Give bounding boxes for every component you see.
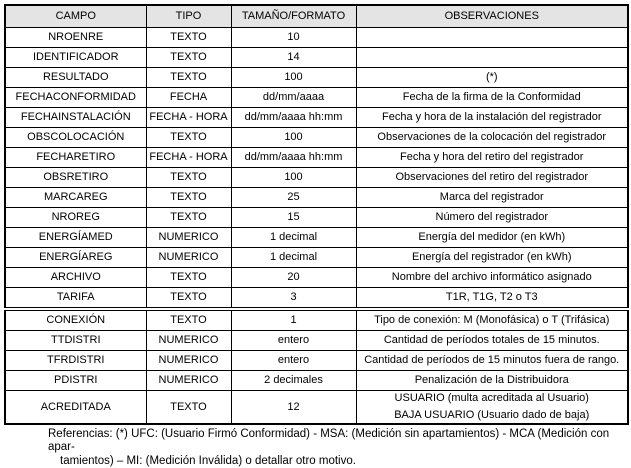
table-row: [5, 371, 628, 391]
observation-line: Fecha de la firma de la Conformidad: [402, 91, 581, 103]
observation-line: Energía del medidor (en kWh): [418, 231, 566, 243]
cell-campo: ARCHIVO: [5, 268, 146, 288]
observation-line: Fecha y hora del retiro del registrador: [400, 151, 584, 163]
cell-tipo: NUMERICO: [146, 351, 231, 371]
table-row: [5, 168, 628, 188]
cell-tipo: FECHA - HORA: [146, 108, 231, 128]
cell-campo: ENERGÍAMED: [5, 228, 146, 248]
cell-tipo: TEXTO: [146, 309, 231, 331]
cell-tipo: TEXTO: [146, 128, 231, 148]
cell-observaciones: [356, 148, 628, 168]
cell-tipo: TEXTO: [146, 268, 231, 288]
cell-tamano: 20: [231, 268, 356, 288]
cell-tipo: TEXTO: [146, 28, 231, 48]
cell-campo: TFRDISTRI: [5, 351, 146, 371]
table-row: [5, 351, 628, 371]
cell-campo: TARIFA: [5, 288, 146, 310]
cell-observaciones: [356, 351, 628, 371]
cell-tipo: NUMERICO: [146, 371, 231, 391]
cell-tipo: TEXTO: [146, 391, 231, 425]
table-row: [5, 228, 628, 248]
cell-tamano: 100: [231, 68, 356, 88]
cell-campo: NROENRE: [5, 28, 146, 48]
cell-tamano: 10: [231, 28, 356, 48]
cell-campo: TTDISTRI: [5, 331, 146, 351]
observation-line: T1R, T1G, T2 o T3: [445, 291, 538, 303]
cell-tamano: 100: [231, 168, 356, 188]
cell-observaciones: [356, 28, 628, 48]
cell-campo: FECHARETIRO: [5, 148, 146, 168]
cell-campo: NROREG: [5, 208, 146, 228]
table-row: [5, 108, 628, 128]
cell-tipo: TEXTO: [146, 48, 231, 68]
cell-observaciones: [356, 309, 628, 331]
cell-tamano: 100: [231, 128, 356, 148]
cell-observaciones: [356, 288, 628, 310]
cell-observaciones: [356, 188, 628, 208]
table-row: [5, 309, 628, 331]
header-row: [5, 5, 628, 28]
table-row: [5, 128, 628, 148]
cell-tipo: TEXTO: [146, 168, 231, 188]
cell-tipo: FECHA: [146, 88, 231, 108]
observation-line: USUARIO (multa acreditada al Usuario): [394, 392, 589, 404]
observation-line: Número del registrador: [435, 211, 548, 223]
table-row: [5, 148, 628, 168]
observation-line: Fecha y hora de la instalación del registrador: [381, 111, 602, 123]
references-note-line2: tamientos) – MI: (Medición Inválida) o detallar otro motivo.: [60, 455, 356, 467]
table-row: [5, 331, 628, 351]
cell-campo: IDENTIFICADOR: [5, 48, 146, 68]
cell-campo: MARCAREG: [5, 188, 146, 208]
cell-campo: RESULTADO: [5, 68, 146, 88]
references-note-line1: Referencias: (*) UFC: (Usuario Firmó Conformidad) - MSA: (Medición sin apartamientos) - MCA (Medición con apar-: [48, 428, 610, 453]
cell-campo: OBSRETIRO: [5, 168, 146, 188]
table-row: [5, 288, 628, 310]
cell-observaciones: [356, 208, 628, 228]
cell-tipo: TEXTO: [146, 288, 231, 310]
cell-observaciones: [356, 228, 628, 248]
cell-tamano: 12: [231, 391, 356, 425]
column-header-campo: CAMPO: [5, 5, 146, 28]
cell-tamano: 1 decimal: [231, 228, 356, 248]
cell-tamano: dd/mm/aaaa hh:mm: [231, 148, 356, 168]
observation-line: Marca del registrador: [439, 191, 544, 203]
field-spec-table: [4, 4, 629, 425]
cell-tipo: NUMERICO: [146, 331, 231, 351]
cell-tipo: NUMERICO: [146, 248, 231, 268]
table-body: [5, 28, 628, 425]
cell-observaciones: [356, 331, 628, 351]
cell-observaciones: [356, 268, 628, 288]
observation-line: (*): [485, 71, 498, 83]
observation-line: Observaciones del retiro del registrador: [395, 171, 589, 183]
cell-campo: ENERGÍAREG: [5, 248, 146, 268]
cell-tipo: TEXTO: [146, 68, 231, 88]
table-row: [5, 188, 628, 208]
table-header: [5, 5, 628, 28]
table-row: [5, 391, 628, 425]
observation-line: Tipo de conexión: M (Monofásica) o T (Trifásica): [374, 314, 610, 326]
cell-tamano: entero: [231, 351, 356, 371]
table-row: [5, 28, 628, 48]
observation-line: Cantidad de períodos totales de 15 minutos.: [383, 334, 600, 346]
observation-line: Cantidad de períodos de 15 minutos fuera de rango.: [364, 354, 620, 366]
cell-observaciones: [356, 248, 628, 268]
cell-tipo: TEXTO: [146, 208, 231, 228]
observation-line: Observaciones de la colocación del registrador: [377, 131, 607, 143]
cell-tipo: FECHA - HORA: [146, 148, 231, 168]
references-note: [48, 428, 613, 468]
observation-line: Penalización de la Distribuidora: [414, 374, 569, 386]
cell-observaciones: [356, 128, 628, 148]
cell-tamano: dd/mm/aaaa hh:mm: [231, 108, 356, 128]
cell-tamano: 1: [231, 309, 356, 331]
cell-campo: CONEXIÓN: [5, 309, 146, 331]
cell-campo: OBSCOLOCACIÓN: [5, 128, 146, 148]
cell-tipo: NUMERICO: [146, 228, 231, 248]
cell-campo: PDISTRI: [5, 371, 146, 391]
column-header-tipo: TIPO: [146, 5, 231, 28]
cell-tamano: 3: [231, 288, 356, 310]
table-row: [5, 248, 628, 268]
cell-tamano: 2 decimales: [231, 371, 356, 391]
table-row: [5, 208, 628, 228]
cell-tamano: 15: [231, 208, 356, 228]
observation-line: BAJA USUARIO (Usuario dado de baja): [394, 409, 590, 421]
spec-table-container: [4, 4, 629, 425]
observation-line: Energía del registrador (en kWh): [411, 251, 572, 263]
cell-campo: ACREDITADA: [5, 391, 146, 425]
cell-observaciones: [356, 88, 628, 108]
cell-observaciones: [356, 68, 628, 88]
table-row: [5, 68, 628, 88]
cell-tamano: 1 decimal: [231, 248, 356, 268]
observation-line: Nombre del archivo informático asignado: [391, 271, 592, 283]
cell-tamano: entero: [231, 331, 356, 351]
cell-observaciones: [356, 48, 628, 68]
column-header-tamano-formato: TAMAÑO/FORMATO: [231, 5, 356, 28]
table-row: [5, 88, 628, 108]
cell-tipo: TEXTO: [146, 188, 231, 208]
cell-observaciones: [356, 108, 628, 128]
cell-tamano: 14: [231, 48, 356, 68]
cell-tamano: 25: [231, 188, 356, 208]
column-header-observaciones: OBSERVACIONES: [356, 5, 628, 28]
cell-tamano: dd/mm/aaaa: [231, 88, 356, 108]
cell-observaciones: [356, 168, 628, 188]
table-row: [5, 268, 628, 288]
cell-campo: FECHACONFORMIDAD: [5, 88, 146, 108]
cell-campo: FECHAINSTALACIÓN: [5, 108, 146, 128]
table-row: [5, 48, 628, 68]
cell-observaciones: [356, 371, 628, 391]
cell-observaciones: [356, 391, 628, 425]
